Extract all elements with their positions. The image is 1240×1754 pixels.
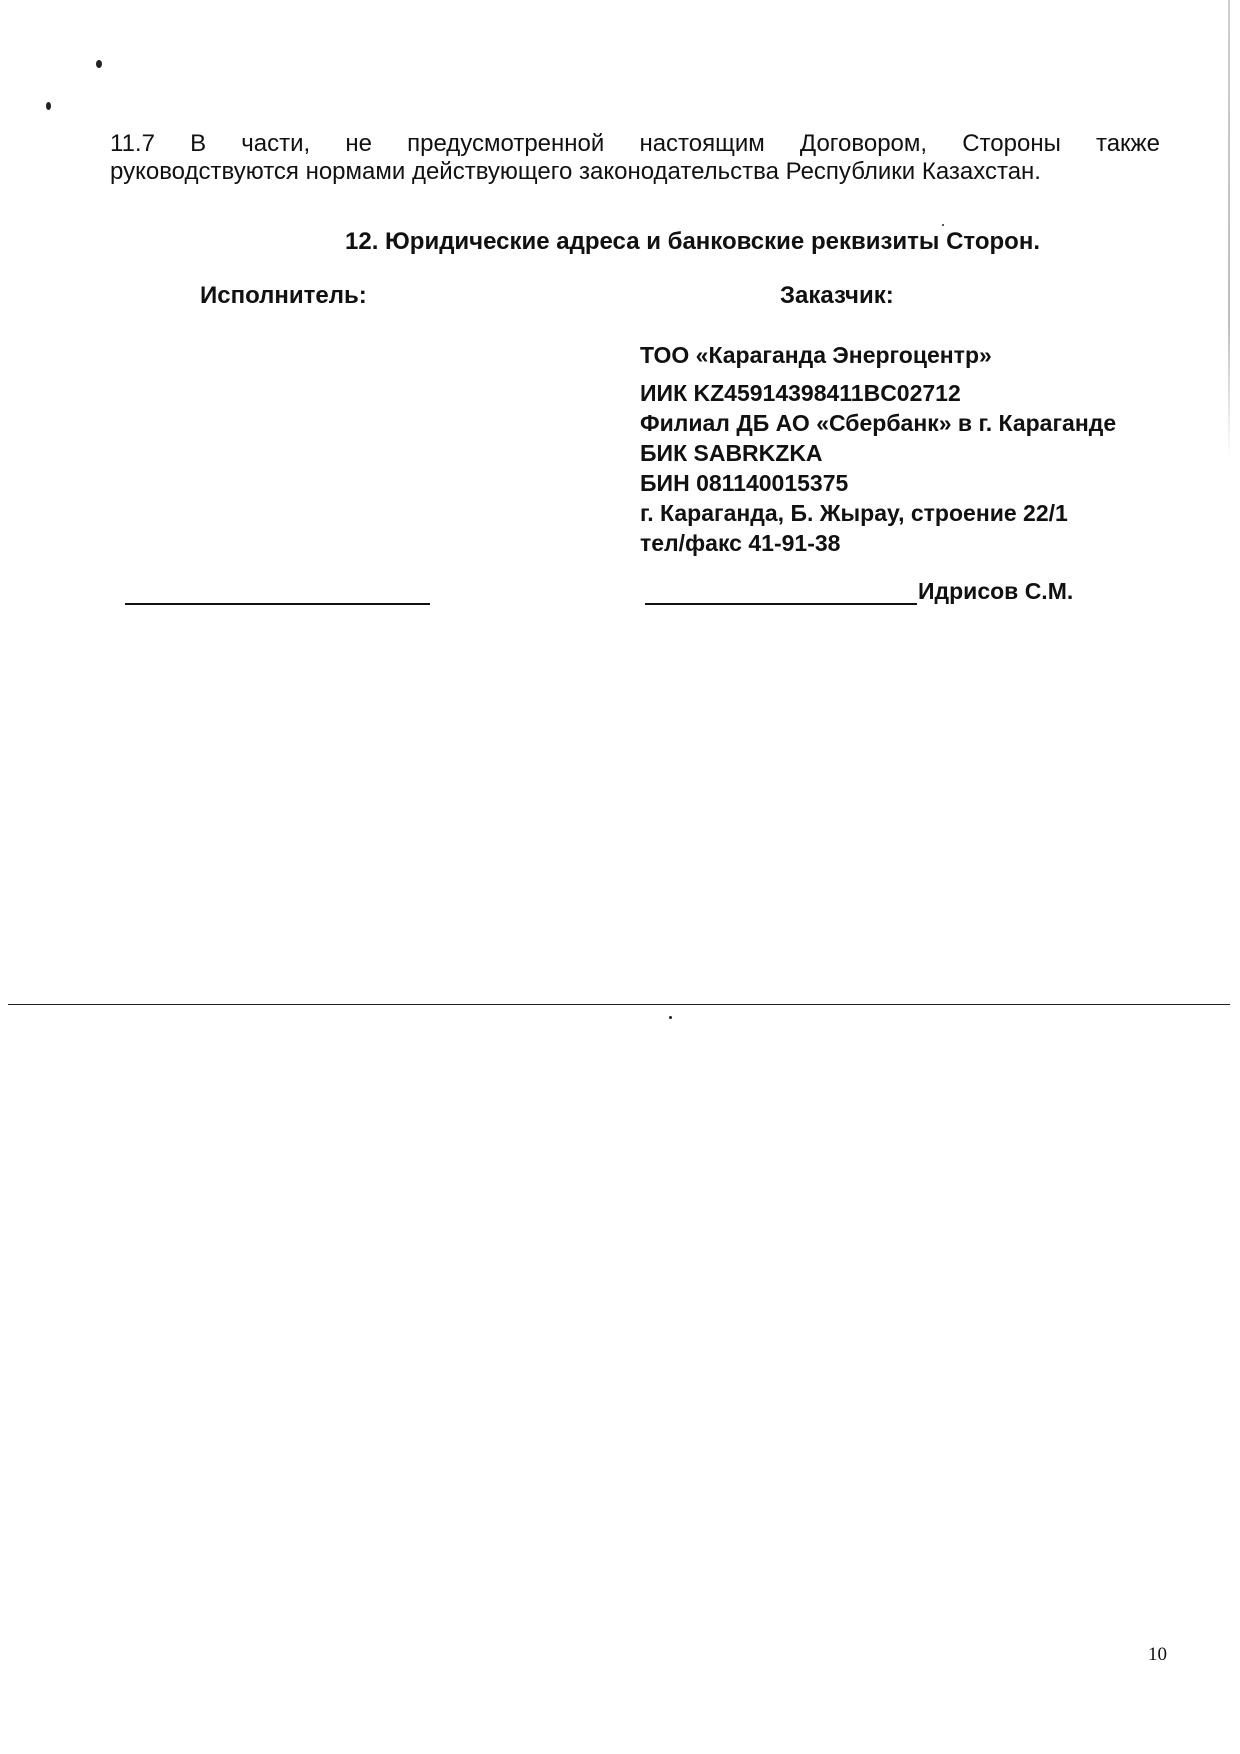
customer-signature-line xyxy=(645,603,917,605)
footer-rule xyxy=(8,1004,1230,1005)
clause-word: не xyxy=(345,130,372,157)
clause-word: В xyxy=(190,130,207,157)
customer-label: Заказчик: xyxy=(780,282,894,309)
scan-edge-shadow xyxy=(1228,0,1230,460)
executor-label: Исполнитель: xyxy=(200,282,367,309)
customer-details xyxy=(640,340,1116,558)
clause-word: также xyxy=(1095,130,1160,157)
customer-name: ТОО «Караганда Энергоцентр» xyxy=(640,342,992,368)
clause-word: предусмотренной xyxy=(407,130,605,157)
customer-bik: БИК SABRKZKA xyxy=(640,440,823,466)
customer-bin: БИН 081140015375 xyxy=(640,470,849,496)
clause-11-7-line-2: руководствуются нормами действующего законодательства Республики Казахстан. xyxy=(110,158,1041,185)
scan-speck xyxy=(669,1016,672,1019)
clause-word: настоящим xyxy=(639,130,765,157)
customer-address: г. Караганда, Б. Жырау, строение 22/1 xyxy=(640,500,1068,526)
clause-word: 11.7 xyxy=(110,130,155,157)
scan-speck xyxy=(96,60,102,68)
scan-speck xyxy=(46,102,51,110)
clause-word: части, xyxy=(241,130,311,157)
customer-bank: Филиал ДБ АО «Сбербанк» в г. Караганде xyxy=(640,410,1117,436)
clause-word: Стороны xyxy=(962,130,1061,157)
clause-11-7-line-1 xyxy=(110,130,1160,158)
customer-phone: тел/факс 41-91-38 xyxy=(640,530,841,556)
scan-speck xyxy=(942,224,944,226)
clause-word: Договором, xyxy=(799,130,928,157)
executor-signature-line xyxy=(125,603,430,605)
customer-signer-name: Идрисов С.М. xyxy=(918,578,1074,604)
customer-iik: ИИК KZ45914398411BC02712 xyxy=(640,380,961,406)
section-title: 12. Юридические адреса и банковские реквизиты Сторон. xyxy=(345,228,1040,255)
page-number: 10 xyxy=(1148,1644,1167,1665)
